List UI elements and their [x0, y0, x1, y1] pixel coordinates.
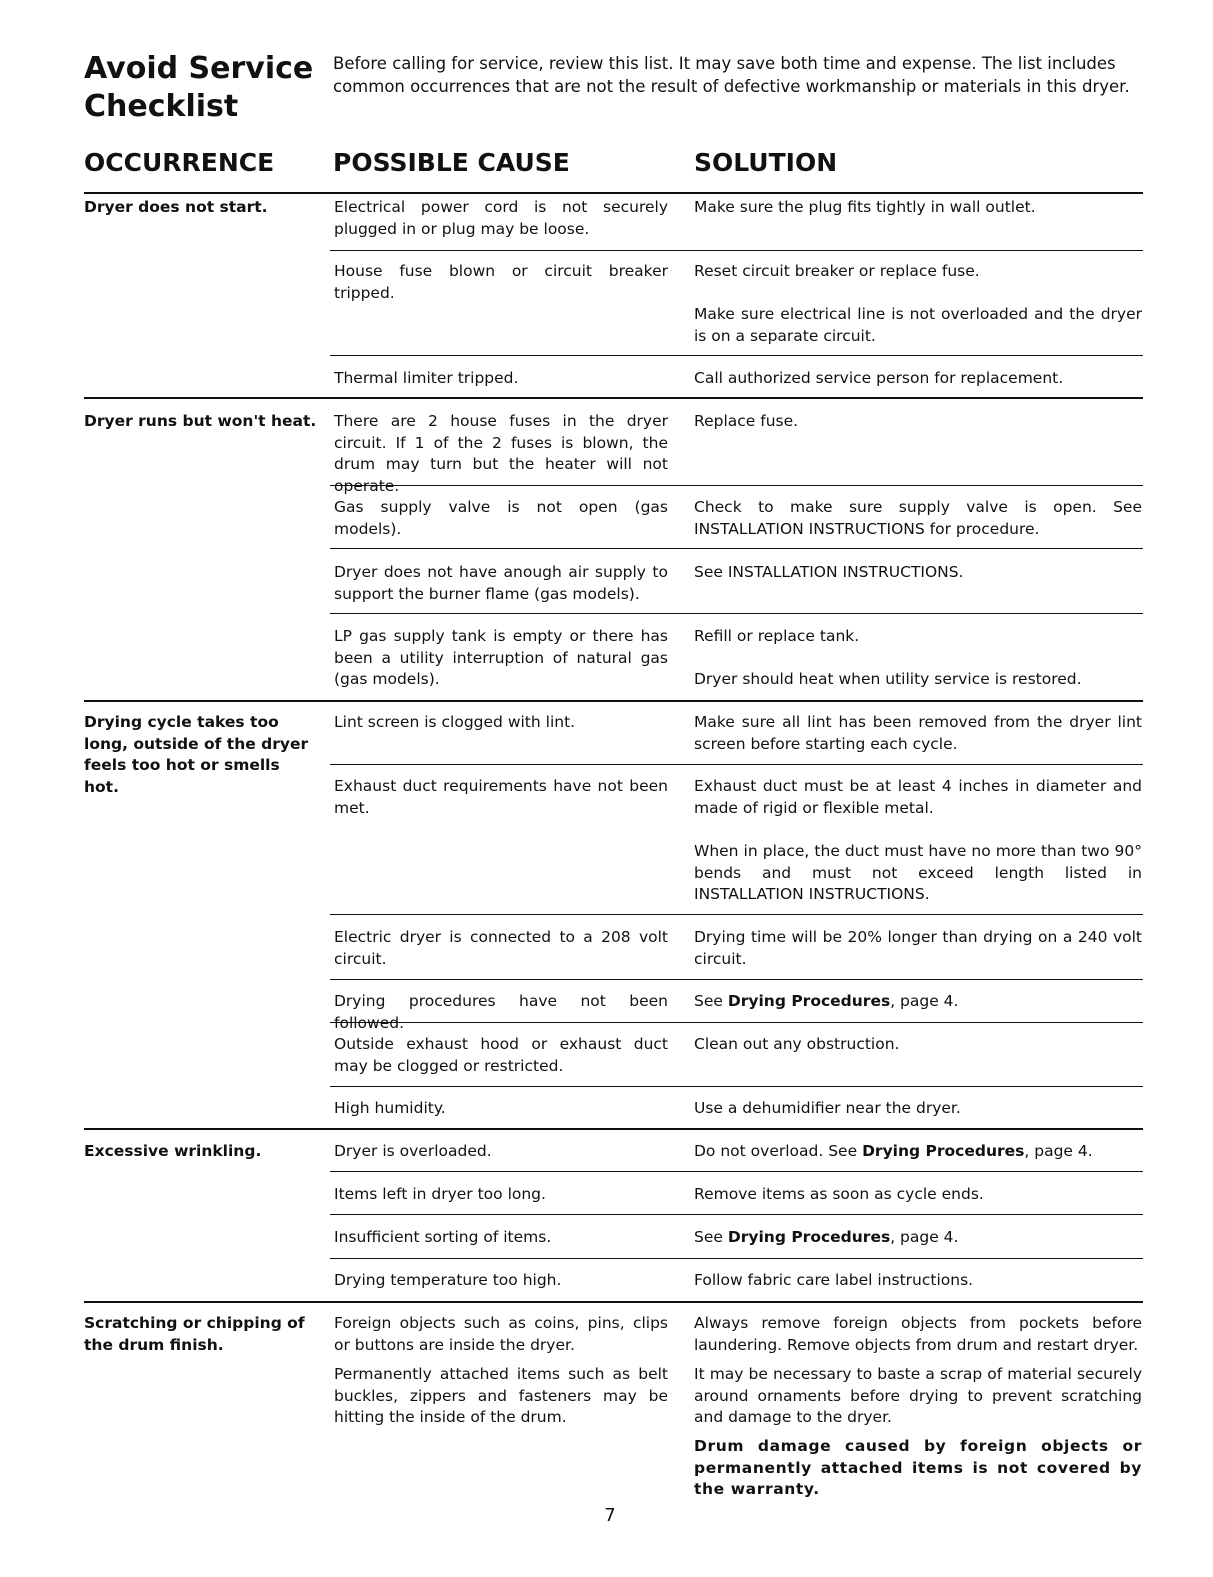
solution-text: Make sure all lint has been removed from the dryer lint screen before starting each cycle.: [694, 713, 1142, 753]
warranty-warning: Drum damage caused by foreign objects or permanently attached items is not covered by the warranty.: [694, 1437, 1142, 1498]
solution-text: Do not overload. See Drying Procedures, page 4.: [694, 1142, 1093, 1160]
row-divider: [330, 979, 1143, 980]
occurrence-drying-too-long: Drying cycle takes too long, outside of the dryer feels too hot or smells hot.: [84, 713, 309, 796]
row-divider: [330, 764, 1143, 765]
solution-text: Follow fabric care label instructions.: [694, 1271, 974, 1289]
solution-text: When in place, the duct must have no more than two 90° bends and must not exceed length listed in INSTALLATION INSTRUCTIONS.: [694, 842, 1142, 903]
page-number: 7: [604, 1505, 616, 1526]
cause-text: Electrical power cord is not securely plugged in or plug may be loose.: [334, 198, 668, 238]
cause-text: Items left in dryer too long.: [334, 1185, 546, 1203]
section-divider: [84, 397, 1143, 399]
section-divider: [84, 700, 1143, 702]
solution-text: Drying time will be 20% longer than drying on a 240 volt circuit.: [694, 928, 1142, 968]
occurrence-wrinkling: Excessive wrinkling.: [84, 1142, 262, 1160]
cause-text: Gas supply valve is not open (gas models).: [334, 498, 668, 538]
section-divider: [84, 1301, 1143, 1303]
occurrence-dryer-not-start: Dryer does not start.: [84, 198, 268, 216]
page-title: Avoid Service Checklist: [84, 51, 314, 124]
cause-text: Electric dryer is connected to a 208 volt circuit.: [334, 928, 668, 968]
row-divider: [330, 914, 1143, 915]
drying-procedures-reference: Drying Procedures: [727, 1228, 891, 1246]
cause-text: Foreign objects such as coins, pins, clips or buttons are inside the dryer.: [334, 1314, 668, 1354]
cause-text: Dryer does not have anough air supply to support the burner flame (gas models).: [334, 563, 668, 603]
solution-text: See Drying Procedures, page 4.: [694, 992, 959, 1010]
occurrence-no-heat: Dryer runs but won't heat.: [84, 412, 317, 430]
solution-text: See INSTALLATION INSTRUCTIONS.: [694, 563, 964, 581]
solution-text: Make sure electrical line is not overloaded and the dryer is on a separate circuit.: [694, 305, 1142, 345]
row-divider: [330, 613, 1143, 614]
cause-text: Drying procedures have not been followed.: [334, 992, 668, 1032]
row-divider: [330, 1258, 1143, 1259]
cause-text: There are 2 house fuses in the dryer circuit. If 1 of the 2 fuses is blown, the drum may turn but the heater will not operate.: [334, 412, 668, 495]
row-divider: [330, 548, 1143, 549]
section-divider: [84, 1128, 1143, 1130]
cause-text: Insufficient sorting of items.: [334, 1228, 552, 1246]
row-divider: [330, 355, 1143, 356]
solution-text: Exhaust duct must be at least 4 inches in diameter and made of rigid or flexible metal.: [694, 777, 1142, 817]
header-divider: [84, 192, 1143, 194]
row-divider: [330, 1086, 1143, 1087]
solution-text: Check to make sure supply valve is open. See INSTALLATION INSTRUCTIONS for procedure.: [694, 498, 1142, 538]
cause-text: Exhaust duct requirements have not been met.: [334, 777, 668, 817]
solution-text: Always remove foreign objects from pockets before laundering. Remove objects from drum and restart dryer.: [694, 1314, 1142, 1354]
solution-text: Remove items as soon as cycle ends.: [694, 1185, 984, 1203]
drying-procedures-reference: Drying Procedures: [862, 1142, 1025, 1160]
solution-text: See Drying Procedures, page 4.: [694, 1228, 959, 1246]
column-header-solution: SOLUTION: [694, 148, 838, 177]
occurrence-scratching: Scratching or chipping of the drum finish.: [84, 1314, 305, 1354]
solution-text: It may be necessary to baste a scrap of material securely around ornaments before drying to prevent scratching and damage to the dryer.: [694, 1365, 1142, 1426]
cause-text: Lint screen is clogged with lint.: [334, 713, 576, 731]
solution-text: Call authorized service person for replacement.: [694, 369, 1064, 387]
cause-text: Thermal limiter tripped.: [334, 369, 519, 387]
cause-text: LP gas supply tank is empty or there has been a utility interruption of natural gas (gas models).: [334, 627, 668, 688]
solution-text: Refill or replace tank.: [694, 627, 860, 645]
solution-text: Replace fuse.: [694, 412, 799, 430]
row-divider: [330, 1214, 1143, 1215]
solution-text: Make sure the plug fits tightly in wall outlet.: [694, 198, 1036, 216]
drying-procedures-reference: Drying Procedures: [727, 992, 891, 1010]
column-header-occurrence: OCCURRENCE: [84, 148, 275, 177]
cause-text: Outside exhaust hood or exhaust duct may be clogged or restricted.: [334, 1035, 668, 1075]
solution-text: Dryer should heat when utility service is restored.: [694, 670, 1082, 688]
row-divider: [330, 250, 1143, 251]
solution-text: Reset circuit breaker or replace fuse.: [694, 262, 980, 280]
cause-text: House fuse blown or circuit breaker tripped.: [334, 262, 668, 302]
solution-text: Clean out any obstruction.: [694, 1035, 900, 1053]
solution-text: Use a dehumidifier near the dryer.: [694, 1099, 961, 1117]
column-header-cause: POSSIBLE CAUSE: [333, 148, 570, 177]
intro-text: Before calling for service, review this list. It may save both time and expense. The list includes common occurrences that are not the result of defective workmanship or materials in this dryer.: [333, 54, 1130, 96]
row-divider: [330, 1171, 1143, 1172]
cause-text: Permanently attached items such as belt buckles, zippers and fasteners may be hitting the inside of the drum.: [334, 1365, 668, 1426]
cause-text: Drying temperature too high.: [334, 1271, 562, 1289]
cause-text: Dryer is overloaded.: [334, 1142, 492, 1160]
cause-text: High humidity.: [334, 1099, 446, 1117]
